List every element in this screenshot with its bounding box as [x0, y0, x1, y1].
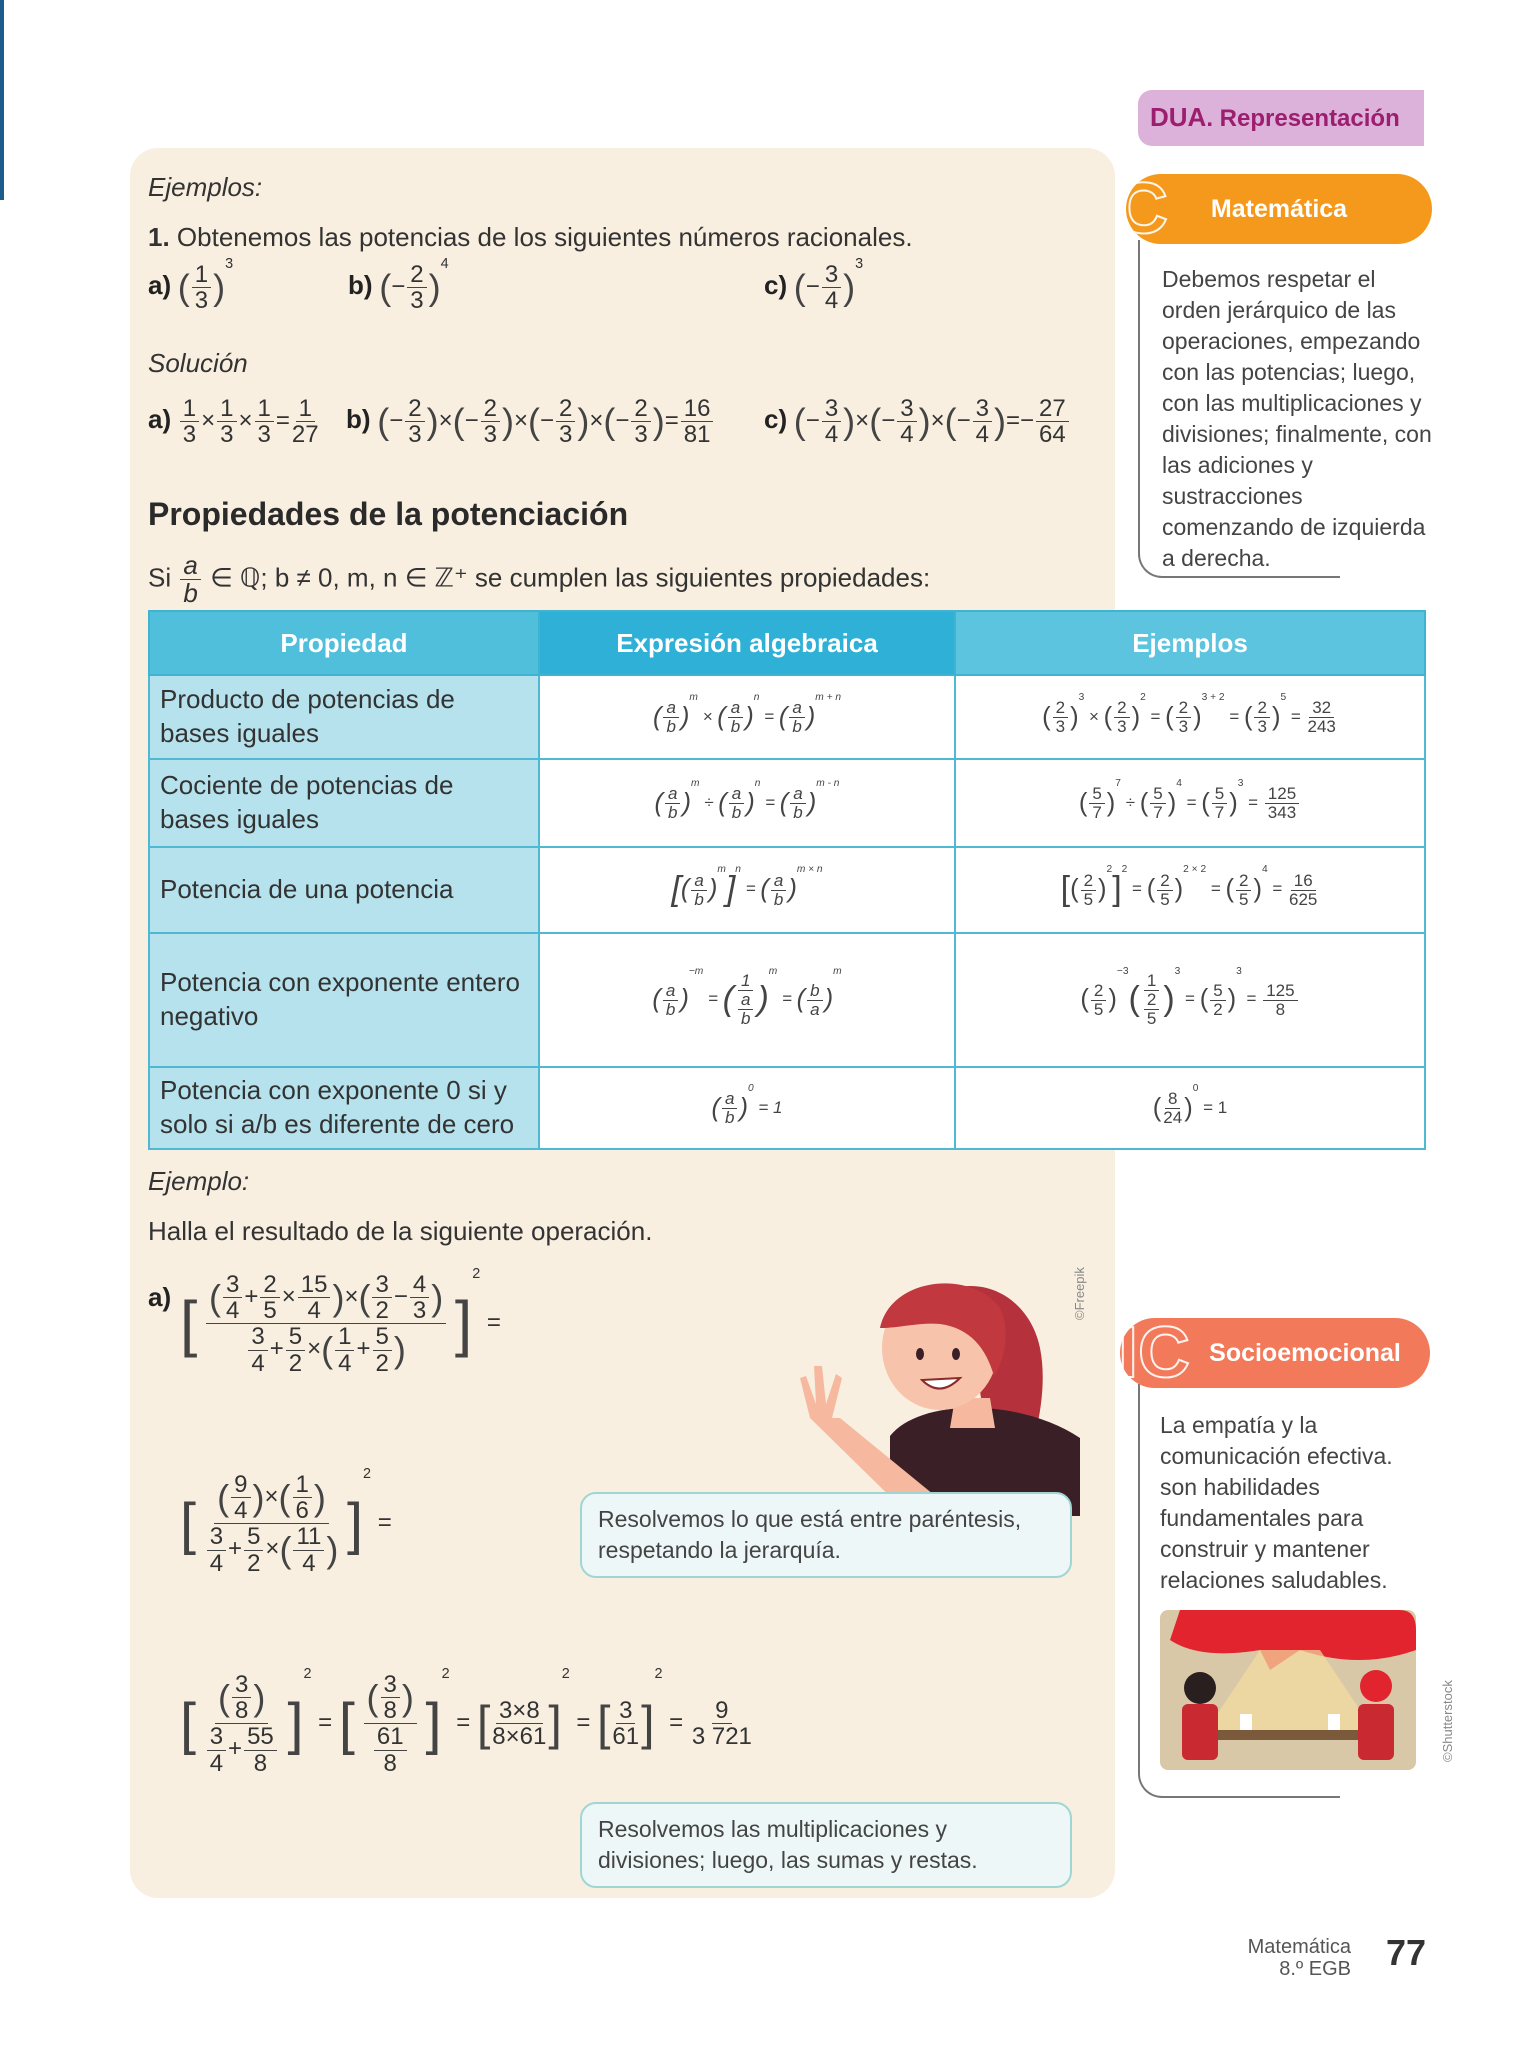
label-b: b) — [348, 270, 373, 301]
algebraic-expression: [( $\frac{a}{b}$ )$^m$]$^n$ = ( $\frac{a}{b}$ )$^{m \times n}$ — [539, 847, 955, 933]
final-result-den: 3 721 — [691, 1723, 752, 1751]
solution-c: c) (− $\frac{3}{4}$ )×(− $\frac{3}{4}$ )×(− $\frac{3}{4}$ )=− $\frac{27}{64}$ — [764, 396, 1071, 447]
callout-operations: Resolvemos las multiplicaciones y divisiones; luego, las sumas y restas. — [580, 1802, 1072, 1888]
example-heading: Ejemplo: — [148, 1166, 250, 1196]
exercise-a: a) ( $\frac{1}{3}$ )$^3$ — [148, 256, 234, 315]
table-row — [149, 933, 1425, 1067]
exercise-c: c) (− $\frac{3}{4}$ )$^3$ — [764, 256, 864, 315]
freepik-credit: ©Freepik — [1072, 1267, 1087, 1320]
table-row — [149, 675, 1425, 759]
person-right-body — [1358, 1704, 1394, 1760]
socio-note-text: La empatía y la comunicación efectiva. son habilidades fundamentales para construir y mantener relaciones saludables. — [1160, 1412, 1393, 1593]
operation-step-3: [ ( $\frac{3}{8}$ ) $\frac{3}{4}$ + $\frac{55}{8}$ ]$^2$ = [ ( $\frac{3}{8}$ ) $\frac{61}{8}$ ]$^2$ = [ $\frac{3\times 8}{8\times 61}$ ]$^2$ = [ $\frac{3}{61}$ ]$^2$ = $\frac{9}{3 721}$ — [180, 1666, 752, 1777]
solution-b: b) (− $\frac{2}{3}$ )×(− $\frac{2}{3}$ )×(− $\frac{2}{3}$ )×(− $\frac{2}{3}$ )= $\frac{16}{81}$ — [346, 396, 715, 447]
example-expression: ( $\frac{2}{5}$ )$^{-3}$( $\frac{1}{\frac{2}{5}}$ )$^3$ = ( $\frac{5}{2}$ )$^3$ = $\frac{125}{8}$ — [955, 933, 1425, 1067]
cup-right — [1328, 1714, 1340, 1730]
footer-grade: 8.º EGB — [1279, 1958, 1351, 1980]
table-row — [149, 759, 1425, 847]
person-right-head — [1360, 1670, 1392, 1702]
math-tag-letter-icon: C — [1116, 169, 1168, 249]
dua-representation: . Representación — [1206, 105, 1400, 132]
footer-subject: Matemática 8.º EGB — [1247, 1936, 1351, 1980]
left-eye — [916, 1348, 924, 1360]
property-name: Potencia con exponente entero negativo — [149, 933, 539, 1067]
operation-step-2: [ ( $\frac{9}{4}$ )×( $\frac{1}{6}$ ) $\frac{3}{4}$ + $\frac{5}{2}$ ×( $\frac{11}{4}$ ) ]$^2$ = — [180, 1466, 392, 1577]
header-examples: Ejemplos — [955, 611, 1425, 675]
algebraic-expression: ( $\frac{a}{b}$ )$^0$ = 1 — [539, 1067, 955, 1149]
person-left-body — [1182, 1704, 1218, 1760]
raised-hand — [800, 1366, 842, 1418]
cup-left — [1240, 1714, 1252, 1730]
page-number: 77 — [1386, 1932, 1427, 1973]
math-note-text: Debemos respetar el orden jerárquico de las operaciones, empezando con las potencias; luego, con las multiplicaciones y divisiones; finalmente, con las adiciones y sustracciones comenzando de izquierda a derecha. — [1162, 266, 1432, 571]
statement-text: Obtenemos las potencias de los siguientes números racionales. — [176, 222, 913, 252]
example-statement: Halla el resultado de la siguiente operación. — [148, 1216, 653, 1246]
right-eye — [952, 1348, 960, 1360]
math-tag: Matemática — [1126, 174, 1432, 244]
table-row — [149, 1067, 1425, 1149]
examples-statement — [148, 222, 913, 253]
person-left-head — [1184, 1672, 1216, 1704]
properties-intro: Si $\frac{a}{b}$ ∈ ℚ; b ≠ 0, m, n ∈ ℤ⁺ se cumplen las siguientes propiedades: — [148, 550, 931, 609]
algebraic-expression: ( $\frac{a}{b}$ )$^{-m}$ = ( $\frac{1}{\frac{a}{b}}$ )$^m$ = ( $\frac{b}{a}$ )$^m$ — [539, 933, 955, 1067]
algebraic-expression: ( $\frac{a}{b}$ )$^m$ × ( $\frac{a}{b}$ )$^n$ = ( $\frac{a}{b}$ )$^{m + n}$ — [539, 675, 955, 759]
example-expression: ( $\frac{8}{24}$ )$^0$ = 1 — [955, 1067, 1425, 1149]
example-label-a: a) — [148, 1282, 172, 1312]
dua-banner — [1138, 90, 1424, 146]
operation-step-1: [ ( $\frac{3}{4}$ + $\frac{2}{5}$ × $\frac{15}{4}$ )×( $\frac{3}{2}$ − $\frac{4}{3}$ ) $\frac{3}{4}$ + $\frac{5}{2}$ ×( $\frac{1}{4}$ + $\frac{5}{2}$ ) ]$^2$ = — [180, 1266, 501, 1377]
left-edge-bar — [0, 0, 4, 200]
header-property: Propiedad — [149, 611, 539, 675]
example-expression: ( $\frac{2}{3}$ )$^3$ × ( $\frac{2}{3}$ )$^2$ = ( $\frac{2}{3}$ )$^{3 + 2}$ = ( $\frac{2}{3}$ )$^5$ = $\frac{32}{243}$ — [955, 675, 1425, 759]
algebraic-expression: ( $\frac{a}{b}$ )$^m$ ÷ ( $\frac{a}{b}$ )$^n$ = ( $\frac{a}{b}$ )$^{m - n}$ — [539, 759, 955, 847]
woman-illustration — [780, 1258, 1100, 1516]
table-header-row — [149, 611, 1425, 675]
shutterstock-credit: ©Shutterstock — [1440, 1680, 1455, 1762]
example-expression: ( $\frac{5}{7}$ )$^7$ ÷ ( $\frac{5}{7}$ )$^4$ = ( $\frac{5}{7}$ )$^3$ = $\frac{125}{343}$ — [955, 759, 1425, 847]
item-number: 1. — [148, 222, 170, 252]
table-row — [149, 847, 1425, 933]
properties-heading: Propiedades de la potenciación — [148, 496, 629, 532]
property-name: Producto de potencias de bases iguales — [149, 675, 539, 759]
example-expression: [( $\frac{2}{5}$ )$^2$]$^2$ = ( $\frac{2}{5}$ )$^{2 \times 2}$ = ( $\frac{2}{5}$ )$^4$ = $\frac{16}{625}$ — [955, 847, 1425, 933]
socio-tag: Socioemocional — [1120, 1318, 1430, 1388]
examples-heading: Ejemplos: — [148, 172, 263, 202]
property-name: Cociente de potencias de bases iguales — [149, 759, 539, 847]
callout-parentheses: Resolvemos lo que está entre paréntesis, respetando la jerarquía. — [580, 1492, 1072, 1578]
label-c: c) — [764, 270, 788, 301]
final-result-num: 9 — [712, 1698, 731, 1724]
solution-a: a) $\frac{1}{3}$ × $\frac{1}{3}$ × $\frac{1}{3}$ = $\frac{1}{27}$ — [148, 395, 319, 449]
exercise-b: b) (− $\frac{2}{3}$ )$^4$ — [348, 256, 449, 315]
property-name: Potencia de una potencia — [149, 847, 539, 933]
property-name: Potencia con exponente 0 si y solo si a/b es diferente de cero — [149, 1067, 539, 1149]
socio-tag-letters-icon: IC — [1118, 1313, 1190, 1393]
properties-table — [148, 610, 1426, 1150]
label-a: a) — [148, 270, 172, 301]
table — [1200, 1730, 1376, 1740]
header-expression: Expresión algebraica — [539, 611, 955, 675]
friends-illustration — [1160, 1610, 1416, 1770]
solution-heading: Solución — [148, 348, 248, 378]
dua-label: DUA — [1150, 102, 1207, 132]
